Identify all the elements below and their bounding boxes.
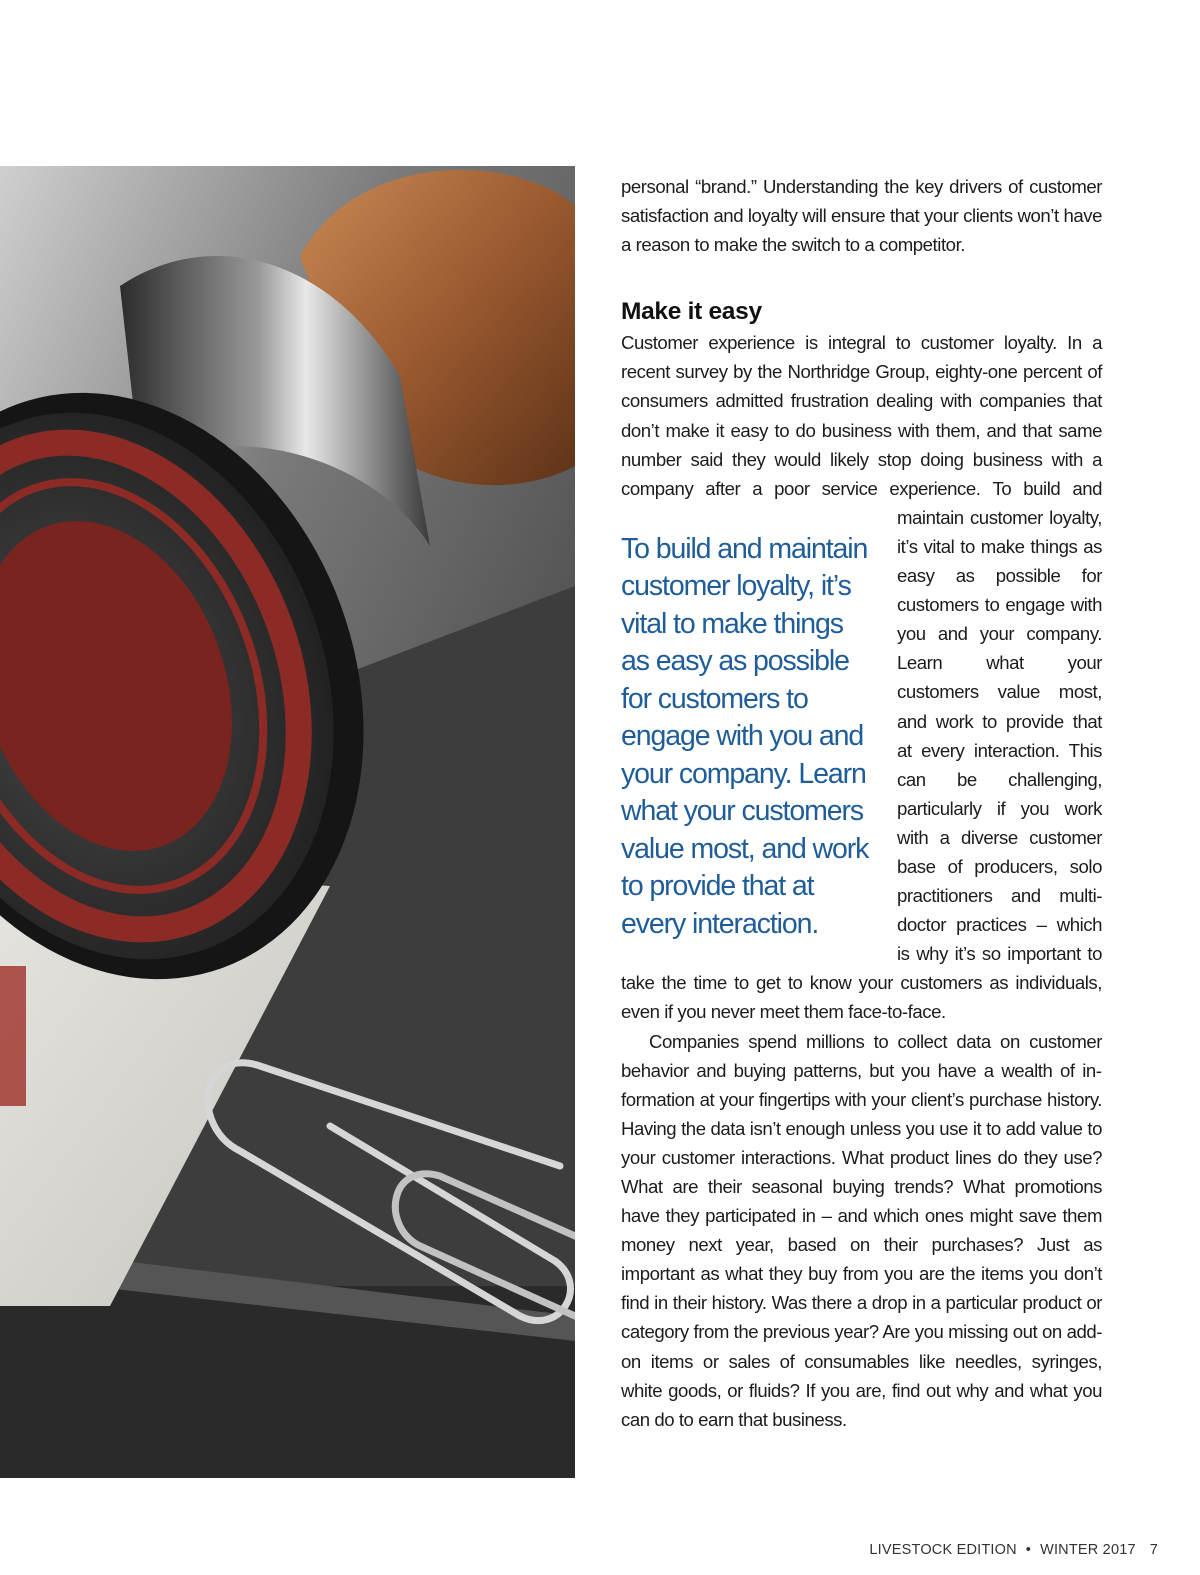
paragraph-2-lead: Customer experience is integral to customer loyalty. In a recent survey by the Northridge Group, eighty-one percent of consumers admitted frustration dealing with companies that don’t make it easy to do business with them, and that same number said they would likely stop doing business with a company after a poor service experience. (621, 332, 1102, 499)
article-column (621, 172, 1102, 1434)
article-paragraph-3: Companies spend millions to collect data on customer behavior and buying patterns, but you have a wealth of information at your fingertips with your client’s purchase history. Having the data isn’t enough unless you use it to add value to your customer interactions. What product lines do they use? What are their seasonal buying trends? What promotions have they participated in – and which ones might save them money next year, based on their purchases? Just as important as what they buy from you are the items you don’t find in their history. Was there a drop in a particular product or category from the previous year? Are you missing out on add-on items or sales of consumables like needles, syringes, white goods, or fluids? If you are, find out why and what you can do to earn that business. (621, 1030, 1102, 1430)
footer-bullet: • (1025, 1542, 1032, 1558)
rubber-stamp-icon (0, 166, 575, 1478)
stamp-photo (0, 166, 575, 1478)
paragraph-2-rest: To build and maintain customer loyalty, it’s vital to make things as easy as possible for customers to engage with you and your company. Learn what your customers value most, and work to provide that at every interaction. This can be challenging, particularly if you work with a diverse customer base of producers, solo practitioners and multi-doctor practices – which is why it’s so important to take the time to get to know your customers as individuals, even if you never meet them face-to-face. (621, 477, 1102, 1023)
footer-issue: WINTER 2017 (1040, 1542, 1136, 1558)
footer-edition: LIVESTOCK EDITION (869, 1542, 1017, 1558)
page-number: 7 (1149, 1542, 1158, 1558)
pull-quote: To build and maintain customer loyalty, it’s vital to make things as easy as possible for customers to engage with you and your company. Learn what your customers value most, and work to provide that at every interaction. (621, 532, 869, 940)
article-paragraph-2 (621, 328, 1102, 1026)
page-footer (869, 1542, 1158, 1558)
article-paragraph-1: personal “brand.” Understanding the key drivers of customer satisfaction and loyalty will ensure that your clients won’t have a reason to make the switch to a competitor. (621, 176, 1102, 256)
section-heading: Make it easy (621, 298, 762, 326)
